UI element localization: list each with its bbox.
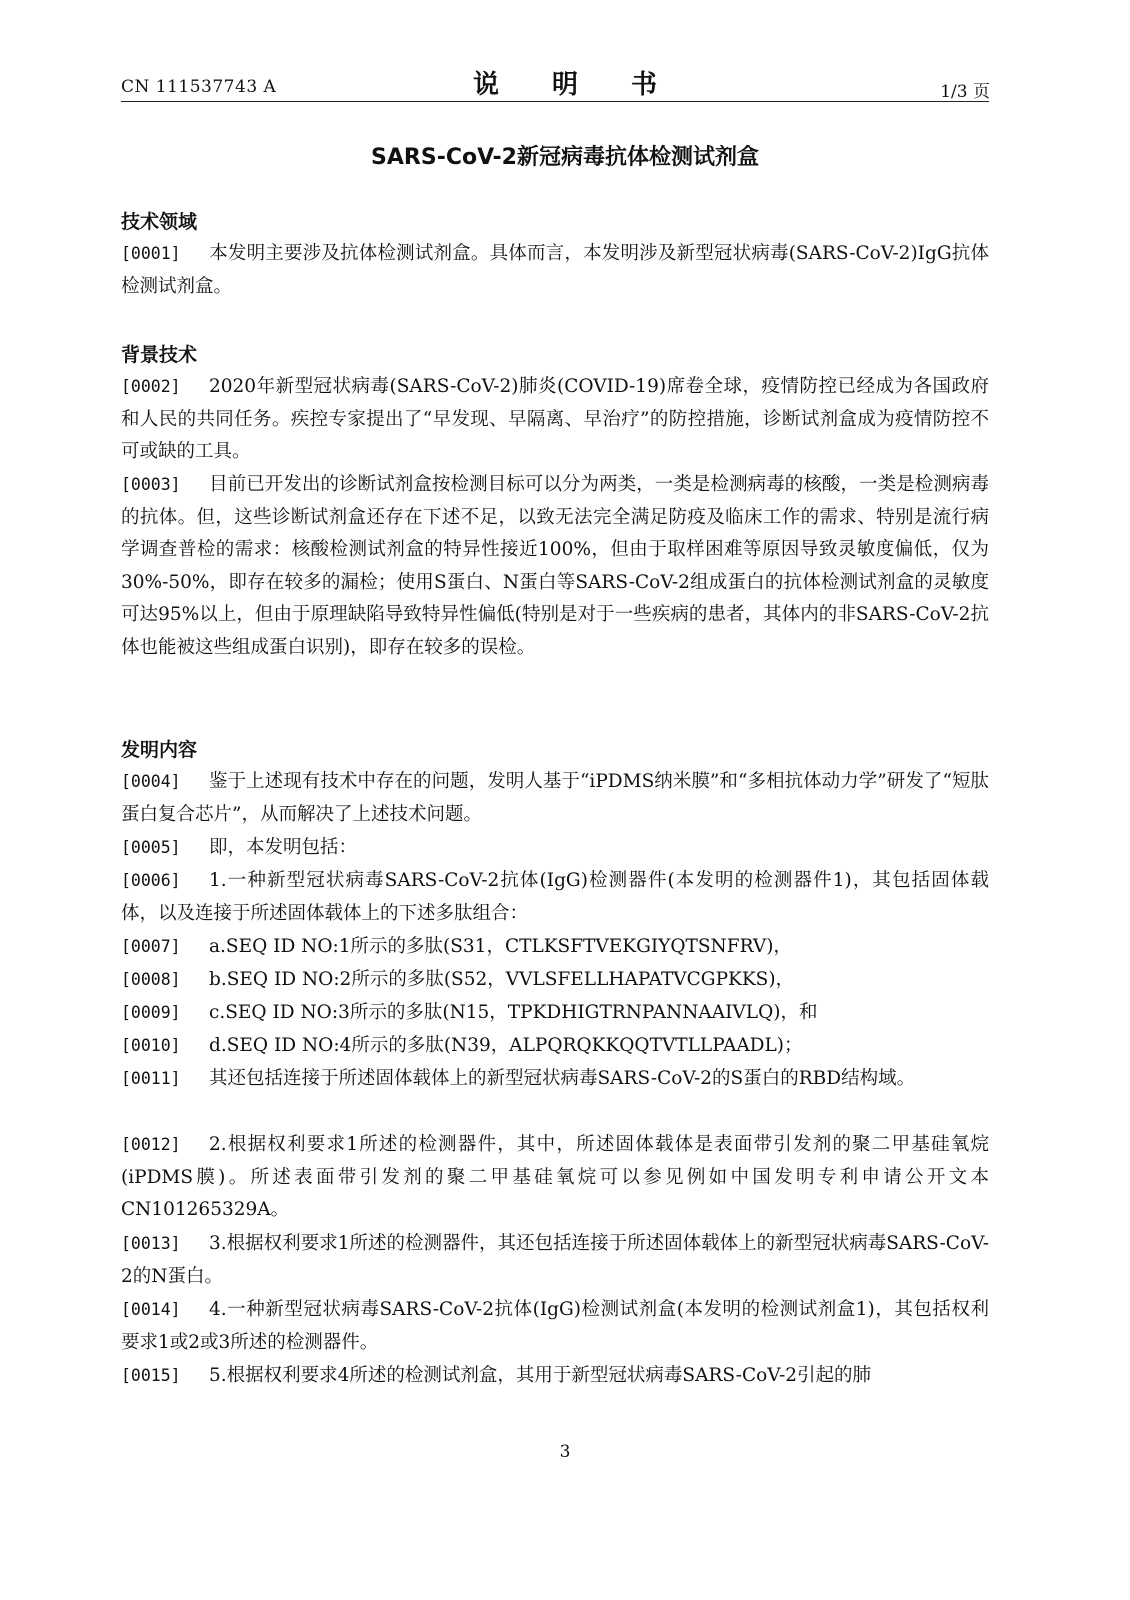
page-indicator: 1/3 页 (940, 82, 990, 102)
paragraph-text: 3.根据权利要求1所述的检测器件，其还包括连接于所述固体载体上的新型冠状病毒SARS-CoV-2的N蛋白。 (121, 1233, 989, 1287)
paragraph-text: 即，本发明包括： (209, 837, 358, 858)
paragraph (121, 1294, 989, 1359)
paragraph (121, 766, 989, 831)
paragraph (121, 1228, 989, 1293)
paragraph (121, 1360, 989, 1393)
paragraph (121, 997, 989, 1030)
paragraph-number: [0001] (121, 244, 181, 263)
paragraph-number: [0015] (121, 1366, 181, 1385)
paragraph-text: 1.一种新型冠状病毒SARS-CoV-2抗体(IgG)检测器件(本发明的检测器件1)，其包括固体载体，以及连接于所述固体载体上的下述多肽组合： (121, 870, 989, 924)
paragraph-text: 2020年新型冠状病毒(SARS-CoV-2)肺炎(COVID-19)席卷全球，疫情防控已经成为各国政府和人民的共同任务。疾控专家提出了“早发现、早隔离、早治疗”的防控措施，诊断试剂盒成为疫情防控不可或缺的工具。 (121, 376, 989, 463)
paragraph-text: 本发明主要涉及抗体检测试剂盒。具体而言，本发明涉及新型冠状病毒(SARS-CoV-2)IgG抗体检测试剂盒。 (121, 243, 989, 297)
paragraph-text: d.SEQ ID NO:4所示的多肽(N39，ALPQRQKKQQTVTLLPAADL)； (209, 1035, 803, 1056)
paragraph-number: [0007] (121, 937, 181, 956)
paragraph (121, 832, 989, 865)
paragraph-number: [0012] (121, 1135, 181, 1154)
paragraph (121, 1063, 989, 1096)
paragraph-number: [0009] (121, 1003, 181, 1022)
paragraph-text: 4.一种新型冠状病毒SARS-CoV-2抗体(IgG)检测试剂盒(本发明的检测试剂盒1)，其包括权利要求1或2或3所述的检测器件。 (121, 1299, 989, 1353)
paragraph-number: [0002] (121, 377, 181, 396)
section-heading-tech-field: 技术领域 (121, 211, 198, 233)
paragraph-number: [0013] (121, 1234, 181, 1253)
paragraph-number: [0011] (121, 1069, 181, 1088)
paragraph (121, 865, 989, 930)
paragraph-text: 目前已开发出的诊断试剂盒按检测目标可以分为两类，一类是检测病毒的核酸，一类是检测病毒的抗体。但，这些诊断试剂盒还存在下述不足，以致无法完全满足防疫及临床工作的需求、特别是流行病学调查普检的需求：核酸检测试剂盒的特异性接近100%，但由于取样困难等原因导致灵敏度偏低，仅为30%-50%，即存在较多的漏检；使用S蛋白、N蛋白等SARS-CoV-2组成蛋白的抗体检测试剂盒的灵敏度可达95%以上，但由于原理缺陷导致特异性偏低(特别是对于一些疾病的患者，其体内的非SARS-CoV-2抗体也能被这些组成蛋白识别)，即存在较多的误检。 (121, 474, 989, 658)
paragraph-number: [0010] (121, 1036, 181, 1055)
page-number: 3 (559, 1442, 571, 1462)
section-heading-invention: 发明内容 (121, 739, 198, 761)
paragraph-text: 鉴于上述现有技术中存在的问题，发明人基于“iPDMS纳米膜”和“多相抗体动力学”研发了“短肽蛋白复合芯片”，从而解决了上述技术问题。 (121, 771, 989, 825)
paragraph (121, 964, 989, 997)
paragraph (121, 1129, 989, 1227)
publication-number: CN 111537743 A (121, 77, 277, 97)
header-divider (121, 101, 989, 102)
paragraph-text: 其还包括连接于所述固体载体上的新型冠状病毒SARS-CoV-2的S蛋白的RBD结构域。 (209, 1068, 916, 1089)
paragraph-number: [0006] (121, 871, 181, 890)
paragraph (121, 238, 989, 303)
section-heading-background: 背景技术 (121, 344, 198, 366)
paragraph-text: 5.根据权利要求4所述的检测试剂盒，其用于新型冠状病毒SARS-CoV-2引起的肺 (209, 1365, 871, 1386)
paragraph-text: b.SEQ ID NO:2所示的多肽(S52，VVLSFELLHAPATVCGPKKS)， (209, 969, 795, 990)
paragraph (121, 469, 989, 665)
document-type: 说 明 书 (472, 70, 680, 100)
paragraph-text: 2.根据权利要求1所述的检测器件，其中，所述固体载体是表面带引发剂的聚二甲基硅氧烷(iPDMS膜)。所述表面带引发剂的聚二甲基硅氧烷可以参见例如中国发明专利申请公开文本CN101265329A。 (121, 1134, 989, 1221)
paragraph-number: [0004] (121, 772, 181, 791)
paragraph (121, 1030, 989, 1063)
paragraph-number: [0014] (121, 1300, 181, 1319)
document-title: SARS-CoV-2新冠病毒抗体检测试剂盒 (371, 145, 759, 170)
paragraph (121, 931, 989, 964)
paragraph-number: [0003] (121, 475, 181, 494)
paragraph-number: [0008] (121, 970, 181, 989)
paragraph (121, 371, 989, 469)
paragraph-number: [0005] (121, 838, 181, 857)
paragraph-text: a.SEQ ID NO:1所示的多肽(S31，CTLKSFTVEKGIYQTSNFRV)， (209, 936, 792, 957)
paragraph-text: c.SEQ ID NO:3所示的多肽(N15，TPKDHIGTRNPANNAAIVLQ)，和 (209, 1002, 818, 1023)
